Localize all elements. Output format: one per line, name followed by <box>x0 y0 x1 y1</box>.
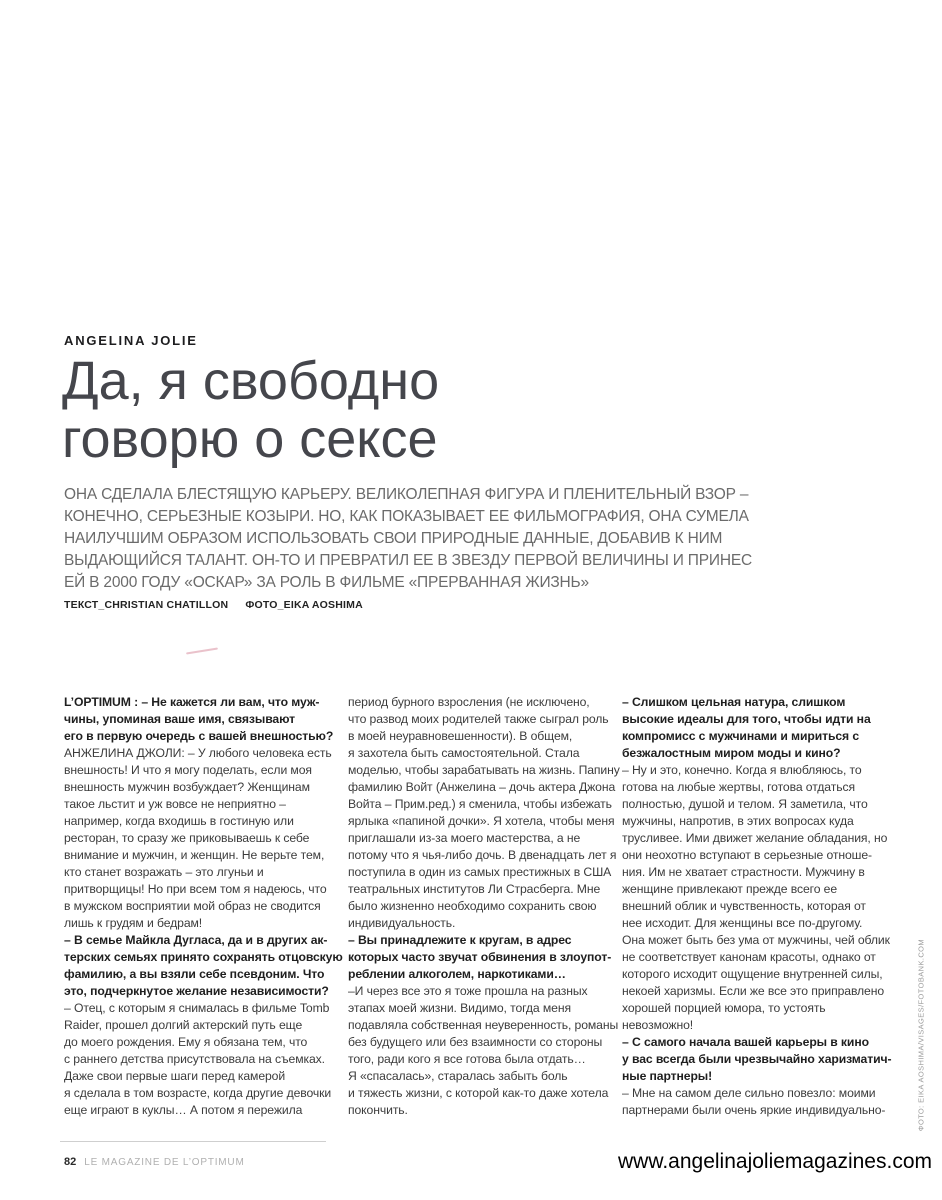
question-line: чины, упоминая ваше имя, связывают <box>64 712 295 726</box>
deck-line: ВЫДАЮЩИЙСЯ ТАЛАНТ. ОН-ТО И ПРЕВРАТИЛ ЕЕ В ЗВЕЗДУ ПЕРВОЙ ВЕЛИЧИНЫ И ПРИНЕС <box>64 552 752 569</box>
answer-line: до моего рождения. Ему я обязана тем, что <box>64 1035 308 1049</box>
article-column-1 <box>64 694 343 1119</box>
answer-line: притворщицы! Но при всем том я надеюсь, что <box>64 882 327 896</box>
question-line: у вас всегда были чрезвычайно харизматич- <box>622 1052 892 1066</box>
answer-line: период бурного взросления (не исключено, <box>348 695 590 709</box>
question-line: – Вы принадлежите к кругам, в адрес <box>348 933 572 947</box>
article-title <box>62 352 622 468</box>
article-column-2 <box>348 694 620 1119</box>
answer-line: было жизненно необходимо сохранить свою <box>348 899 597 913</box>
article-title-line1: Да, я свободно <box>62 351 440 411</box>
answer-line: – Мне на самом деле сильно повезло: моими <box>622 1086 876 1100</box>
question-line: компромисс с мужчинами и мириться с <box>622 729 860 743</box>
answer-line: покончить. <box>348 1103 408 1117</box>
answer-line: ярлыка «папиной дочки». Я хотела, чтобы меня <box>348 814 615 828</box>
answer-line: в мужском восприятии мой образ не сводится <box>64 899 321 913</box>
answer-line: моделью, чтобы зарабатывать на жизнь. Папину <box>348 763 620 777</box>
question-line: – В семье Майкла Дугласа, да и в других ак- <box>64 933 328 947</box>
deck <box>64 484 764 594</box>
answer-line: Raider, прошел долгий актерский путь еще <box>64 1018 303 1032</box>
question-line: это, подчеркнутое желание независимости? <box>64 984 329 998</box>
byline-text-credit: ТЕКСТ_CHRISTIAN CHATILLON <box>64 599 229 611</box>
question-line: высокие идеалы для того, чтобы идти на <box>622 712 871 726</box>
byline <box>64 599 377 611</box>
question-line: его в первую очередь с вашей внешностью? <box>64 729 334 743</box>
answer-line: они неохотно вступают в серьезные отноше- <box>622 848 872 862</box>
answer-line: в моей неуравновешенности). В общем, <box>348 729 573 743</box>
answer-line: женщине привлекают прежде всего ее <box>622 882 838 896</box>
answer-line: например, когда входишь в гостиную или <box>64 814 294 828</box>
question-line: – С самого начала вашей карьеры в кино <box>622 1035 869 1049</box>
answer-line: индивидуальность. <box>348 916 456 930</box>
answer-line: которого исходит ощущение внутренней силы, <box>622 967 883 981</box>
answer-line: без будущего или без взаимности со стороны <box>348 1035 603 1049</box>
answer-line: не соответствует канонам красоты, однако от <box>622 950 876 964</box>
answer-line: ния. Им не хватает страстности. Мужчину в <box>622 865 865 879</box>
answer-line: такое льстит и уж вовсе не неприятно – <box>64 797 286 811</box>
article-columns <box>0 694 942 1134</box>
page-number: 82 <box>64 1156 77 1168</box>
footer <box>64 1156 245 1168</box>
question-line: которых часто звучат обвинения в злоупот- <box>348 950 612 964</box>
answer-line: кто станет возражать – это лгуньи и <box>64 865 264 879</box>
article-column-3 <box>622 694 907 1119</box>
answer-line: нее исходит. Для женщины все по-другому. <box>622 916 863 930</box>
answer-line: потому что я чья-либо дочь. В двенадцать лет я <box>348 848 617 862</box>
watermark-url: www.angelinajoliemagazines.com <box>618 1150 932 1173</box>
answer-line: АНЖЕЛИНА ДЖОЛИ: – У любого человека есть <box>64 746 332 760</box>
answer-line: внешность мужчин возбуждает? Женщинам <box>64 780 310 794</box>
answer-line: еще играют в куклы… А потом я пережила <box>64 1103 303 1117</box>
question-line: L’OPTIMUM : – Не кажется ли вам, что муж- <box>64 695 320 709</box>
answer-line: –И через все это я тоже прошла на разных <box>348 984 588 998</box>
answer-line: – Ну и это, конечно. Когда я влюбляюсь, то <box>622 763 862 777</box>
answer-line: я захотела быть самостоятельной. Стала <box>348 746 580 760</box>
answer-line: мужчины, напротив, в этих вопросах куда <box>622 814 854 828</box>
deck-line: ОНА СДЕЛАЛА БЛЕСТЯЩУЮ КАРЬЕРУ. ВЕЛИКОЛЕПНАЯ ФИГУРА И ПЛЕНИТЕЛЬНЫЙ ВЗОР – <box>64 486 749 503</box>
answer-line: некоей харизмы. Если же все это приправлено <box>622 984 885 998</box>
answer-line: – Отец, с которым я снималась в фильме Tomb <box>64 1001 330 1015</box>
article-kicker: ANGELINA JOLIE <box>64 333 198 348</box>
answer-line: хорошей порцией юмора, то устоять <box>622 1001 826 1015</box>
answer-line: готова на любые жертвы, готова отдаться <box>622 780 855 794</box>
deck-line: НАИЛУЧШИМ ОБРАЗОМ ИСПОЛЬЗОВАТЬ СВОИ ПРИРОДНЫЕ ДАННЫЕ, ДОБАВИВ К НИМ <box>64 530 723 547</box>
answer-line: партнерами были очень яркие индивидуально- <box>622 1103 886 1117</box>
question-line: фамилию, а вы взяли себе псевдоним. Что <box>64 967 325 981</box>
answer-line: театральных институтов Ли Страсберга. Мне <box>348 882 601 896</box>
scan-scratch-artifact <box>186 648 218 655</box>
deck-line: КОНЕЧНО, СЕРЬЕЗНЫЕ КОЗЫРИ. НО, КАК ПОКАЗЫВАЕТ ЕЕ ФИЛЬМОГРАФИЯ, ОНА СУМЕЛА <box>64 508 749 525</box>
answer-line: фамилию Войт (Анжелина – дочь актера Джона <box>348 780 616 794</box>
answer-line: внимание и мужчин, и женщин. Не верьте тем, <box>64 848 325 862</box>
question-line: реблении алкоголем, наркотиками… <box>348 967 566 981</box>
answer-line: Я «спасалась», старалась забыть боль <box>348 1069 568 1083</box>
answer-line: внешний облик и чувственность, которая от <box>622 899 866 913</box>
answer-line: поступила в один из самых престижных в США <box>348 865 612 879</box>
photo-credit-vertical: ФОТО: EIKA AOSHIMA/VISAGES/FOTOBANK.COM <box>916 938 926 1132</box>
question-line: ные партнеры! <box>622 1069 713 1083</box>
deck-line: ЕЙ В 2000 ГОДУ «ОСКАР» ЗА РОЛЬ В ФИЛЬМЕ «ПРЕРВАННАЯ ЖИЗНЬ» <box>64 574 589 591</box>
answer-line: приглашали из-за моего мастерства, а не <box>348 831 581 845</box>
answer-line: я сделала в том возрасте, когда другие девочки <box>64 1086 332 1100</box>
answer-line: лишь к грудям и бедрам! <box>64 916 203 930</box>
answer-line: Даже свои первые шаги перед камерой <box>64 1069 286 1083</box>
magazine-name: LE MAGAZINE DE L’OPTIMUM <box>84 1157 245 1168</box>
answer-line: и тяжесть жизни, с которой как-то даже хотела <box>348 1086 609 1100</box>
question-line: – Слишком цельная натура, слишком <box>622 695 846 709</box>
question-line: терских семьях принято сохранять отцовскую <box>64 950 343 964</box>
answer-line: что развод моих родителей также сыграл роль <box>348 712 609 726</box>
answer-line: этапах моей жизни. Видимо, тогда меня <box>348 1001 571 1015</box>
answer-line: ресторан, то сразу же приковываешь к себе <box>64 831 310 845</box>
answer-line: полностью, душой и телом. Я заметила, что <box>622 797 868 811</box>
answer-line: Она может быть без ума от мужчины, чей облик <box>622 933 890 947</box>
byline-photo-credit: ФОТО_EIKA AOSHIMA <box>245 599 363 611</box>
article-title-line2: говорю о сексе <box>62 409 438 469</box>
answer-line: с раннего детства присутствовала на съемках. <box>64 1052 325 1066</box>
answer-line: Войта – Прим.ред.) я сменила, чтобы избежать <box>348 797 612 811</box>
answer-line: внешность! И что я могу поделать, если моя <box>64 763 312 777</box>
answer-line: трусливее. Ими движет желание обладания, но <box>622 831 888 845</box>
answer-line: подавляла собственная неуверенность, романы <box>348 1018 619 1032</box>
answer-line: того, ради кого я все готова была отдать… <box>348 1052 586 1066</box>
answer-line: невозможно! <box>622 1018 694 1032</box>
question-line: безжалостным миром моды и кино? <box>622 746 841 760</box>
footer-rule <box>60 1141 326 1142</box>
